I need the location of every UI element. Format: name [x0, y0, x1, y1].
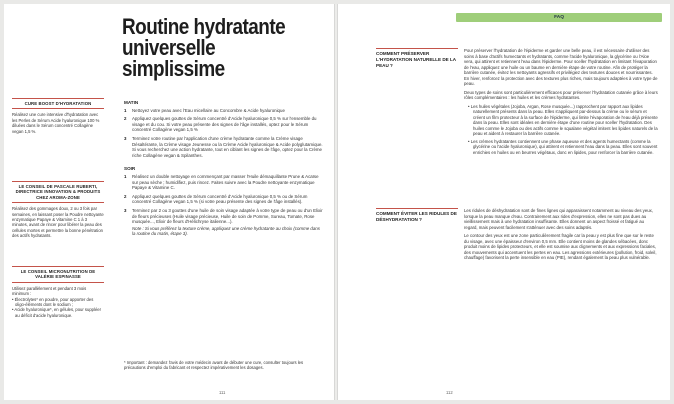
step-text: Appliquez quelques gouttes de Sérum concentré d'Acide hyaluronique 0,5 % sur l'ensemble du visage et du cou. Si votre peau présente des signes de l'âge installés, optez pour le Sérum concentré Collagène vegan 1,5 % [132, 116, 317, 133]
step-note: Note : Si vous préférez la texture crème, appliquez une crème hydratante au choix (comme dans la routine du matin, étape 3). [132, 225, 320, 237]
step-number: 3 [124, 135, 127, 141]
title-line-1: Routine hydratante [122, 14, 286, 39]
routine-step [124, 174, 324, 191]
list-item: • Les huiles végétales (Jojoba, Argan, Rose musquée...) rapprochent par rapport aux lipides naturellement présents dans la peau. Elles s'appliquent par-dessus la crème ou le sérum et créent un film protecteur à la surface de l'épiderme, qui limite l'évaporation de l'eau déjà présente dans la peau. Elles sont idéales en dernière étape d'une routine pour sceller l'hydratation. Des huiles comme le Jojoba ou des actifs comme le squalane végétal imitent les lipides naturels de la peau et aident à restaurer la barrière cutanée. [468, 103, 658, 136]
answer-paragraph: Le contour des yeux est une zone particulièrement fragile car la peau y est plus fine que sur le reste du visage, avec une épaisseur d'environ 0,5 mm. Elle contient moins de glandes sébacées, donc produit moins de lipides protecteurs, et elle est soumise aux clignements et aux expressions faciales, des mouvements qui accentuent les pertes en eau. Les agressions extérieures (pollution, froid, soleil, chauffage) favorisent la perte insensible en eau (PIE), rendant également la peau plus vulnérable. [464, 233, 657, 260]
step-number: 3 [124, 207, 127, 213]
page-title [122, 16, 294, 79]
sidebar-text [12, 286, 104, 318]
question-text: COMMENT PRÉSERVER L'HYDRATATION NATURELLE DE LA PEAU ? [376, 51, 456, 68]
sidebar-box-micronutrition [12, 266, 104, 318]
right-page [338, 4, 670, 400]
routine-step [124, 108, 324, 114]
question-rule [376, 48, 458, 49]
sidebar-text: Réalisez une cure intensive d'hydratation avec les Perles de Sérum Acide hyaluronique 100 % diluées dans le Sérum concentré Collagène vegan 1,5 %. [12, 112, 100, 134]
page-number: 112 [446, 390, 453, 395]
step-number: 2 [124, 116, 127, 122]
sidebar-heading: CURE BOOST D'HYDRATATION [12, 98, 104, 109]
title-line-3: simplissime [122, 56, 225, 81]
faq-question-1 [376, 48, 458, 68]
sidebar-text: Réalisez des gommages doux, 2 ou 3 fois par semaines, en laissant poser la Poudre nettoyante enzymatique Papaye & Vitamine C 1 à 3 minutes, avant de rincer pour libérer la peau des cellules mortes et permettre la bonne pénétration des actifs hydratants. [12, 206, 104, 239]
routine-step [124, 194, 324, 205]
sidebar-heading: LE CONSEIL DE PASCALE RUBERTI, DIRECTRICE INNOVATION & PRODUITS CHEZ AROMA-ZONE [12, 181, 104, 203]
step-text: Réalisez un double nettoyage en commençant par masser l'Huile démaquillante Prune & Acaïse sur peau sèche ; humidifiez, puis rincez. Faites suivre avec la Poudre nettoyante enzymatique Papaye & Vitamine C. [132, 173, 319, 191]
left-page [4, 4, 334, 400]
question-rule [376, 208, 458, 209]
step-number: 1 [124, 173, 127, 179]
step-number: 2 [124, 193, 127, 199]
faq-question-2 [376, 208, 458, 223]
step-text: Terminez votre routine par l'application d'une crème hydratante comme la Crème visage Désaltérante, la Crème visage Jeunesse ou la Crème Acide hyaluronique & Acide polyglutamique. Si vous recherchez une action hydratante, tout en ciblant les signes de l'âge, optez pour la Crème riche Collagène vegan & Spilanthes. [132, 135, 323, 158]
section-heading-soir: SOIR [124, 166, 136, 172]
list-item: • Électrolytes* en poudre, pour apporter des oligo-éléments dont le sodium ; [12, 296, 94, 308]
sidebar-heading: LE CONSEIL MICRONUTRITION DE VALÉRIE ESPINASSE [12, 266, 104, 283]
title-line-2: universelle [122, 35, 216, 60]
sidebar-box-conseil [12, 181, 104, 239]
sidebar-intro: Utilisez parallèlement et pendant 3 mois minimum : [12, 285, 87, 297]
step-text: Terminez par 2 ou 3 gouttes d'une huile de soin visage adaptée à votre type de peau ou d'un Elixir de fleurs précieuses (Huile visage précieuse, Huile de soin de Pomme, Sureau, Tomate, Rose musquée..., Elixir de fleurs d'Hélichryse italienne...). [132, 207, 323, 225]
section-heading-matin: MATIN [124, 100, 139, 105]
step-text: Appliquez quelques gouttes de Sérum concentré d'Acide hyaluronique 0,5 % ou de Sérum concentré Collagène vegan 1,5 % (si votre peau présente des signes de l'âge installés). [132, 193, 308, 205]
routine-content [124, 100, 324, 240]
step-text: Nettoyez votre peau avec l'Eau micellaire au Concombre & Acide hyaluronique [132, 107, 285, 113]
routine-step [124, 208, 324, 237]
faq-answer-1 [464, 48, 658, 157]
footnote: * Important : demandez l'avis de votre médecin avant de débuter une cure, consulter toujours les précautions d'emploi du fabricant et respectez impérativement les dosages. [124, 360, 304, 371]
faq-banner: FAQ [456, 13, 662, 22]
list-item: • Les crèmes hydratantes contiennent une phase aqueuse et des agents humectants (comme la glycérine ou l'acide hyaluronique), qui attirent et retiennent l'eau dans la peau. Elles sont souvent enrichies en huiles ou en beurres végétaux, donc en lipides, pour renforcer la barrière cutanée. [468, 138, 658, 155]
answer-paragraph: Les ridules de déshydratation sont de fines lignes qui apparaissent notamment au niveau des yeux, lorsque la peau manque d'eau. Contrairement aux rides d'expression, elles ne sont pas dues au vieillissement mais à une hydratation insuffisante. Elles donnent un aspect froissé et fatigué au regard, mais peuvent facilement s'atténuer avec des soins adaptés. [464, 208, 653, 230]
question-text: COMMENT ÉVITER LES RIDULES DE DÉSHYDRATATION ? [376, 211, 457, 222]
faq-answer-2 [464, 208, 658, 264]
answer-paragraph: Pour préserver l'hydratation de l'épiderme et garder une belle peau, il est nécessaire d'utiliser des soins à base d'actifs humectants et hydratants, comme l'acide hyaluronique, la glycérine ou l'Aloe vera, qui attirent et retiennent l'eau dans l'épiderme. Pour sceller l'hydratation en limitant l'évaporation de l'eau, appliquez une huile ou un baume en dernière étape de votre routine. Afin de protéger la barrière cutanée, évitez les nettoyants agressifs et privilégiez des textures douces et nourrissantes. En hiver, renforcez la protection avec des textures plus riches, mais toujours adaptées à votre type de peau. [464, 48, 658, 86]
routine-step [124, 116, 324, 133]
list-item: • Acide hyaluronique*, en gélules, pour suppléer au déficit d'acide hyaluronique. [12, 307, 101, 318]
step-number: 1 [124, 107, 127, 113]
answer-list [468, 104, 658, 156]
sidebar-list [12, 297, 104, 319]
page-number: 111 [219, 390, 226, 395]
answer-paragraph: Deux types de soins sont particulièrement efficaces pour préserver l'hydratation cutanée grâce à leurs rôles complémentaires : les huiles et les crèmes hydratantes. [464, 89, 658, 100]
routine-step [124, 136, 324, 158]
sidebar-box-cure [12, 98, 104, 134]
